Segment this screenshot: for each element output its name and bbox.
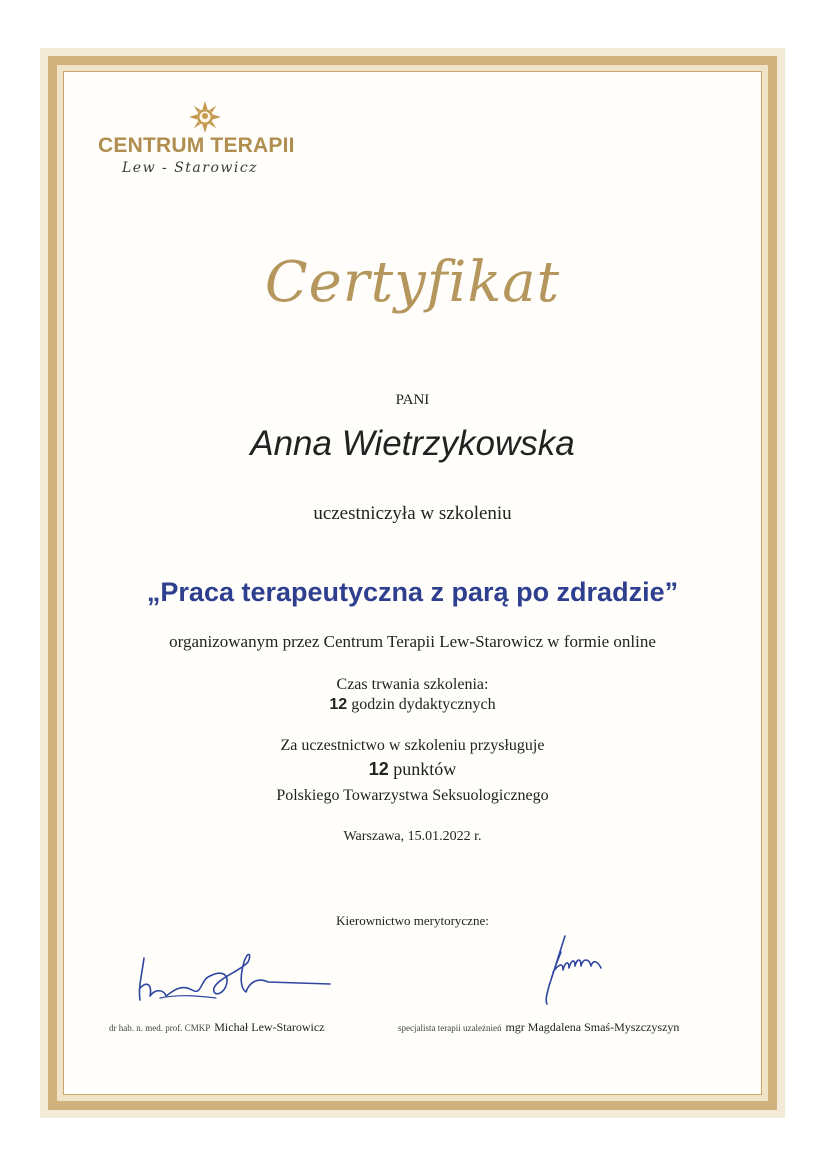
signatory-1-title: dr hab. n. med. prof. CMKP <box>109 1023 211 1033</box>
duration-unit: godzin dydaktycznych <box>351 696 496 713</box>
place-date: Warszawa, 15.01.2022 r. <box>343 829 482 844</box>
signatory-1-name: Michał Lew-Starowicz <box>214 1020 325 1034</box>
organizer-text: organizowanym przez Centrum Terapii Lew-Starowicz w formie online <box>169 632 656 651</box>
recipient-name: Anna Wietrzykowska <box>250 424 575 463</box>
duration-value <box>63 696 762 714</box>
salutation: PANI <box>395 392 430 408</box>
points-label: Za uczestnictwo w szkoleniu przysługuje <box>280 737 545 754</box>
signatory-caption-2 <box>398 1018 679 1036</box>
participation-text: uczestniczyła w szkoleniu <box>313 503 512 524</box>
points-value <box>63 759 762 780</box>
certificate-title: Certyfikat <box>264 250 561 315</box>
points-society: Polskiego Towarzystwa Seksuologicznego <box>276 787 549 804</box>
centrum-terapii-logo <box>98 100 318 185</box>
signatory-caption-1 <box>109 1018 325 1036</box>
duration-hours: 12 <box>329 696 348 713</box>
sun-emblem-icon <box>188 100 222 134</box>
points-count: 12 <box>368 759 389 779</box>
duration-label: Czas trwania szkolenia: <box>336 676 489 693</box>
course-title: „Praca terapeutyczna z parą po zdradzie” <box>146 577 679 607</box>
signature-smas-myszczyszyn <box>535 928 625 1008</box>
logo-wordmark: CENTRUM TERAPII <box>98 134 295 157</box>
management-label: Kierownictwo merytoryczne: <box>336 913 489 928</box>
signatory-2-title: specjalista terapii uzależnień <box>398 1023 502 1033</box>
logo-subtitle: Lew - Starowicz <box>122 160 259 176</box>
signature-lew-starowicz <box>130 940 340 1010</box>
points-unit: punktów <box>393 759 457 779</box>
signatory-2-name: mgr Magdalena Smaś-Myszczyszyn <box>505 1020 680 1034</box>
